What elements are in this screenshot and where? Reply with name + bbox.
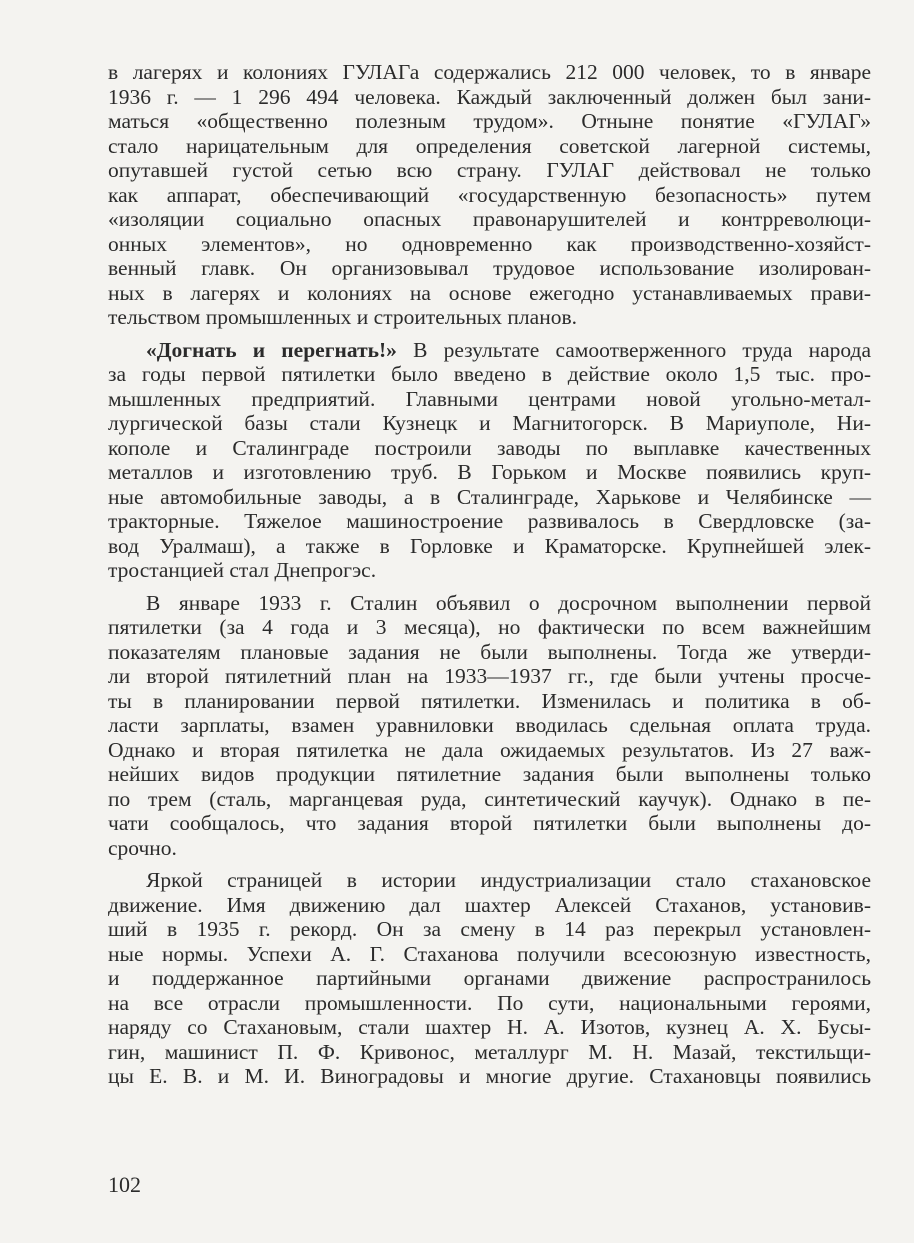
text-line-content: цы Е. В. и М. И. Виноградовы и многие другие. Стахановцы появились (108, 1064, 871, 1088)
text-line (108, 509, 871, 534)
text-line-content: онных элементов», но одновременно как производственно-хозяйст- (108, 231, 871, 256)
text-line-content: кополе и Сталинграде построили заводы по выплавке качественных (108, 435, 871, 460)
text-line (108, 387, 871, 412)
text-line (108, 134, 871, 159)
text-line-content: Яркой страницей в истории индустриализации стало стахановское (146, 868, 871, 892)
text-line-content: ласти зарплаты, взамен уравниловки вводилась сдельная оплата труда. (108, 713, 871, 737)
text-line (108, 485, 871, 510)
text-line (108, 411, 871, 436)
text-line-content: В результате самоотверженного труда народа (396, 337, 871, 362)
text-line (108, 305, 871, 330)
text-line-content: на все отрасли промышленности. По сути, национальными героями, (108, 990, 871, 1015)
text-line-content: металлов и изготовлению труб. В Горьком и Москве появились круп- (108, 460, 871, 484)
text-line (108, 338, 871, 363)
text-line-content: ные нормы. Успехи А. Г. Стаханова получили всесоюзную известность, (108, 941, 871, 966)
text-line-content: в лагерях и колониях ГУЛАГа содержались 212 000 человек, то в январе (108, 60, 871, 84)
text-line (108, 183, 871, 208)
paragraph (108, 338, 871, 583)
text-line (108, 534, 871, 559)
text-line (108, 1040, 871, 1065)
text-line-content: по трем (сталь, марганцевая руда, синтетический каучук). Однако в пе- (108, 786, 871, 811)
text-line-content: пятилетки (за 4 года и 3 месяца), но фактически по всем важнейшим (108, 615, 871, 639)
text-line (108, 436, 871, 461)
text-line-content: опутавшей густой сетью всю страну. ГУЛАГ действовал не только (108, 158, 871, 182)
text-line (108, 362, 871, 387)
text-line-content: ли второй пятилетний план на 1933—1937 гг., где были учтены просче- (108, 664, 871, 688)
text-line-content: гин, машинист П. Ф. Кривонос, металлург М. Н. Мазай, текстильщи- (108, 1039, 871, 1064)
text-line-content: как аппарат, обеспечивающий «государственную безопасность» путем (108, 182, 871, 207)
text-line-content: за годы первой пятилетки было введено в действие около 1,5 тыс. про- (108, 362, 871, 386)
text-line (108, 689, 871, 714)
text-line (108, 460, 871, 485)
text-line-content: «изоляции социально опасных правонарушителей и контрреволюци- (108, 207, 871, 231)
text-line (108, 787, 871, 812)
text-line-content: тракторные. Тяжелое машиностроение развивалось в Свердловске (за- (108, 509, 871, 533)
text-line-content: тростанцией стал Днепрогэс. (108, 558, 377, 582)
paragraph (108, 868, 871, 1089)
text-line-content: показателям плановые задания не были выполнены. Тогда же утверди- (108, 639, 871, 664)
text-line-content: нейших видов продукции пятилетние задания были выполнены только (108, 762, 871, 786)
text-line-content: тельством промышленных и строительных планов. (108, 305, 577, 329)
text-line (108, 256, 871, 281)
text-line-content: ные автомобильные заводы, а в Сталинграде, Харькове и Челябинске — (108, 484, 871, 509)
text-line (108, 762, 871, 787)
text-line-content: маться «общественно полезным трудом». Отныне понятие «ГУЛАГ» (108, 109, 871, 133)
text-line-content: ты в планировании первой пятилетки. Изменилась и политика в об- (108, 688, 871, 713)
text-line (108, 158, 871, 183)
text-line (108, 109, 871, 134)
paragraph (108, 591, 871, 861)
text-line (108, 640, 871, 665)
text-line-content: 1936 г. — 1 296 494 человека. Каждый заключенный должен был зани- (108, 84, 871, 109)
text-line (108, 591, 871, 616)
text-line (108, 281, 871, 306)
paragraph (108, 60, 871, 330)
text-line (108, 1064, 871, 1089)
text-line (108, 60, 871, 85)
text-line (108, 713, 871, 738)
text-line-content: Однако и вторая пятилетка не дала ожидаемых результатов. Из 27 важ- (108, 737, 871, 762)
text-line (108, 85, 871, 110)
text-line (108, 1015, 871, 1040)
text-line-content: лургической базы стали Кузнецк и Магнитогорск. В Мариуполе, Ни- (108, 411, 871, 435)
text-line-content: мышленных предприятий. Главными центрами новой угольно-метал- (108, 386, 871, 411)
text-line (108, 991, 871, 1016)
book-page-body (108, 60, 871, 1097)
text-line (108, 738, 871, 763)
text-line (108, 615, 871, 640)
text-line-content: движение. Имя движению дал шахтер Алексей Стаханов, установив- (108, 892, 871, 917)
text-line (108, 558, 871, 583)
text-line (108, 811, 871, 836)
text-line (108, 966, 871, 991)
text-line (108, 942, 871, 967)
text-line (108, 893, 871, 918)
section-run-in-heading: «Догнать и перегнать!» (146, 337, 397, 362)
text-line-content: срочно. (108, 835, 177, 860)
text-line-content: чати сообщалось, что задания второй пятилетки были выполнены до- (108, 811, 871, 835)
text-line-content: наряду со Стахановым, стали шахтер Н. А. Изотов, кузнец А. Х. Бусы- (108, 1015, 871, 1039)
text-line-content: В январе 1933 г. Сталин объявил о досрочном выполнении первой (146, 590, 871, 615)
text-line-content: стало нарицательным для определения советской лагерной системы, (108, 133, 871, 158)
text-line-content: вод Уралмаш), а также в Горловке и Краматорске. Крупнейшей элек- (108, 533, 871, 558)
text-line (108, 207, 871, 232)
text-line (108, 868, 871, 893)
text-line (108, 836, 871, 861)
text-line (108, 917, 871, 942)
text-line-content: ных в лагерях и колониях на основе ежегодно устанавливаемых прави- (108, 280, 871, 305)
page-number: 102 (108, 1172, 141, 1197)
text-line-content: и поддержанное партийными органами движение распространилось (108, 966, 871, 990)
text-line (108, 232, 871, 257)
text-line-content: венный главк. Он организовывал трудовое использование изолирован- (108, 256, 871, 280)
text-line-content: ший в 1935 г. рекорд. Он за смену в 14 раз перекрыл установлен- (108, 917, 871, 941)
text-line (108, 664, 871, 689)
